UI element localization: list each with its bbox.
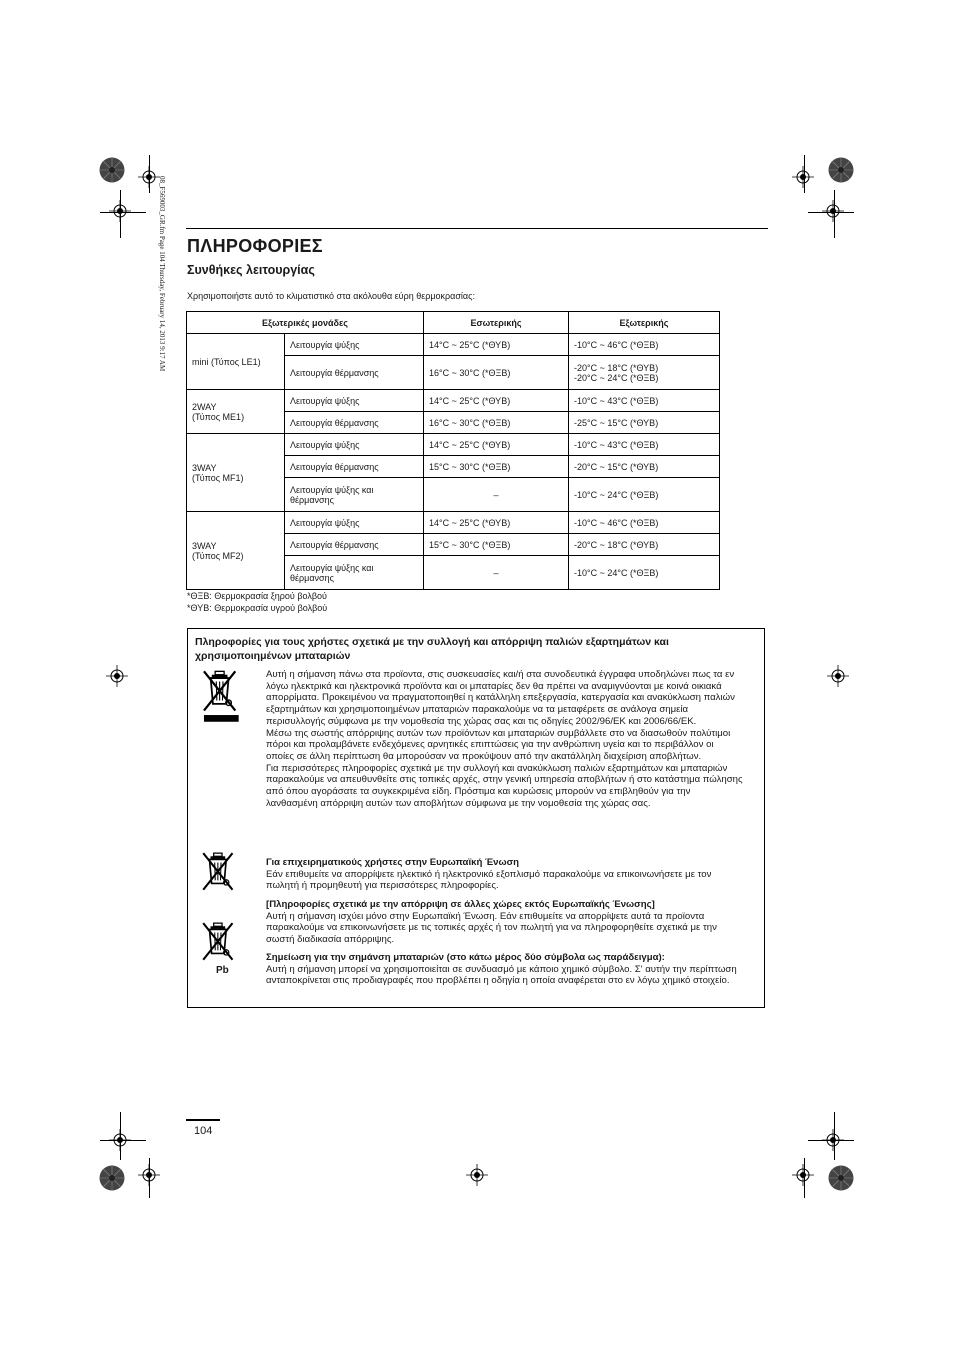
color-dial-icon	[828, 157, 854, 183]
pb-label: Pb	[216, 965, 229, 976]
crossed-bin-icon	[198, 850, 244, 896]
note-dry-bulb: *ΘΞΒ: Θερμοκρασία ξηρού βολβού	[187, 591, 327, 601]
indoor-range: –	[424, 556, 569, 590]
mode-cell: Λειτουργία ψύξης	[285, 334, 424, 356]
header-rule	[186, 228, 768, 229]
page-number: 104	[194, 1125, 213, 1137]
registration-mark-icon	[792, 1164, 814, 1186]
outdoor-range: -10°C ~ 24°C (*ΘΞΒ)	[569, 556, 720, 590]
mode-line: Λειτουργία ψύξης και	[290, 484, 374, 495]
unit-line: 3WAY	[192, 462, 217, 473]
mode-cell: Λειτουργία ψύξης	[285, 434, 424, 456]
color-dial-icon	[99, 157, 125, 183]
registration-mark-icon	[466, 1164, 488, 1186]
non-eu-text	[266, 899, 744, 946]
indoor-range: 14°C ~ 25°C (*ΘΥΒ)	[424, 434, 569, 456]
outdoor-range: -10°C ~ 43°C (*ΘΞΒ)	[569, 434, 720, 456]
indoor-range: 16°C ~ 30°C (*ΘΞΒ)	[424, 356, 569, 390]
non-eu-paragraph: Αυτή η σήμανση ισχύει μόνο στην Ευρωπαϊκή Ένωση. Εάν επιθυμείτε να απορρίψετε αυτά τα προϊοντα παρακαλούμε να επικοινωνήσετε με τις τοπικές αρχές ή τον πωλητή για να πληροφορηθείτε σχετικά με την σωστή διαδικασία απόρριψης.	[266, 910, 717, 946]
unit-cell	[187, 390, 285, 434]
outdoor-range	[569, 356, 720, 390]
non-eu-heading: [Πληροφορίες σχετικά με την απόρριψη σε άλλες χώρες εκτός Ευρωπαϊκής Ένωσης]	[266, 899, 655, 910]
unit-line: (Τύπος MF1)	[192, 472, 244, 483]
business-users-paragraph: Εάν επιθυμείτε να απορρίψετε ηλεκτικό ή ηλεκτρονικό εξοπλισμό παρακαλούμε να επικοινωνήσετε με τον πωλητή ή προμηθευτή για περισσότερες πληροφορίες.	[266, 868, 712, 892]
indoor-range: 16°C ~ 30°C (*ΘΞΒ)	[424, 412, 569, 434]
battery-bin-icon	[198, 920, 244, 966]
disposal-heading: Πληροφορίες για τους χρήστες σχετικά με την συλλογή και απόρριψη παλιών εξαρτημάτων και χρησιμοποιημένων μπαταριών	[195, 636, 669, 662]
mode-cell: Λειτουργία ψύξης	[285, 390, 424, 412]
table-row	[187, 390, 720, 412]
indoor-range: –	[424, 478, 569, 512]
table-row	[187, 512, 720, 534]
disposal-paragraph: Αυτή η σήμανση πάνω στα προϊοντα, στις συσκευασίες και/ή στα συνοδευτικά έγγραφα υποδηλώνει πως τα εν λόγω ηλεκτρικά και ηλεκτρονικά προϊόντα και οι μπαταρίες δεν θα πρέπει να αναμιγνύονται με κοινά οικιακά απορρίματα. Προκειμένου να πραγματοποιηθεί η κατάλληλη επεξεργασία, κατεργασία και ανακύκλωση παλιών εξαρτημάτων και χρησιμοποιημένων μπαταριών παρακαλούμε να τα μεταφέρετε σε ανάλογα σημεία περισυλλογής σύμφωνα με την νομοθεσία της χώρας σας και τις οδηγίες 2002/96/ΕΚ και 2006/66/ΕΚ.	[266, 669, 735, 727]
unit-cell	[187, 512, 285, 590]
outdoor-range: -20°C ~ 18°C (*ΘΥΒ)	[569, 534, 720, 556]
battery-text	[266, 952, 744, 987]
mode-cell: Λειτουργία θέρμανσης	[285, 534, 424, 556]
note-wet-bulb: *ΘΥΒ: Θερμοκρασία υγρού βολβού	[187, 603, 328, 613]
unit-line: (Τύπος MF2)	[192, 550, 244, 561]
table-header: Εσωτερικής	[424, 312, 569, 334]
section-title: Συνθήκες λειτουργίας	[187, 263, 315, 277]
outdoor-range-line: -20°C ~ 24°C (*ΘΞΒ)	[574, 372, 659, 383]
registration-mark-icon	[138, 1164, 160, 1186]
unit-line: (Τύπος ME1)	[192, 411, 245, 422]
mode-line: θέρμανσης	[290, 572, 334, 583]
crossed-bin-icon	[200, 668, 246, 724]
registration-mark-icon	[822, 1129, 844, 1151]
registration-mark-icon	[822, 200, 844, 222]
disposal-paragraph: Μέσω της σωστής απόρριψης αυτών των προϊόντων και μπαταριών συμβάλλετε στο να διασωθούν πολύτιμοι πόροι και προλαμβάνετε ενδεχόμενες αρνητικές επιπτώσεις για την ανθρώπινη υγεία και το περιβάλλον οι οποίες σε άλλη περίπτωση θα μπορούσαν να προκύψουν από την ακατάλληλη διαχείριση αποβλήτων.	[266, 727, 731, 762]
page-title: ΠΛΗΡΟΦΟΡΙΕΣ	[187, 236, 323, 256]
outdoor-range: -10°C ~ 24°C (*ΘΞΒ)	[569, 478, 720, 512]
registration-mark-icon	[109, 200, 131, 222]
table-row	[187, 334, 720, 356]
unit-cell	[187, 434, 285, 512]
indoor-range: 14°C ~ 25°C (*ΘΥΒ)	[424, 390, 569, 412]
battery-paragraph: Αυτή η σήμανση μπορεί να χρησιμοποιείται σε συνδυασμό με κάποιο χημικό σύμβολο. Σ' αυτήν την περίπτωση ανταποκρίνεται στις προδιαγραφές που προβλέπει η οδηγία η οποία αναφέρεται στο εν λόγω χημικό στοιχείο.	[266, 963, 737, 987]
unit-line: 2WAY	[192, 401, 217, 412]
outdoor-range: -10°C ~ 43°C (*ΘΞΒ)	[569, 390, 720, 412]
indoor-range: 14°C ~ 25°C (*ΘΥΒ)	[424, 334, 569, 356]
mode-cell: Λειτουργία θέρμανσης	[285, 356, 424, 390]
operating-conditions-table	[186, 311, 720, 590]
footer-rule	[186, 1119, 220, 1121]
registration-mark-icon	[106, 665, 128, 687]
table-header: Εξωτερικές μονάδες	[187, 312, 424, 334]
outdoor-range: -25°C ~ 15°C (*ΘΥΒ)	[569, 412, 720, 434]
outdoor-range: -20°C ~ 15°C (*ΘΥΒ)	[569, 456, 720, 478]
unit-line: 3WAY	[192, 540, 217, 551]
intro-text: Χρησιμοποιήστε αυτό το κλιματιστικό στα ακόλουθα εύρη θερμοκρασίας:	[187, 291, 475, 301]
table-header: Εξωτερικής	[569, 312, 720, 334]
disposal-paragraph: Για περισσότερες πληροφορίες σχετικά με την συλλογή και ανακύκλωση παλιών εξαρτημάτων και μπαταριών παρακαλούμε να απευθυνθείτε στις τοπικές αρχές, στην γενική υπηρεσία αποβλήτων ή στο κατάστημα πώλησης από όπου αγοράσατε τα συγκεκριμένα είδη. Πρόστιμα και κυρώσεις μπορούν να επιβληθούν για την λανθασμένη απόρριψη αυτών των αποβλήτων σύμφωνα με την νομοθεσία της χώρας σας.	[266, 762, 743, 809]
mode-cell: Λειτουργία ψύξης	[285, 512, 424, 534]
registration-mark-icon	[792, 166, 814, 188]
registration-mark-icon	[138, 166, 160, 188]
unit-cell: mini (Τύπος LE1)	[187, 334, 285, 390]
business-users-text	[266, 857, 744, 892]
business-users-heading: Για επιχειρηματικούς χρήστες στην Ευρωπαϊκή Ένωση	[266, 857, 520, 868]
outdoor-range: -10°C ~ 46°C (*ΘΞΒ)	[569, 512, 720, 534]
registration-mark-icon	[109, 1129, 131, 1151]
file-slug: 08_F569003_GR.fm Page 104 Thursday, February 14, 2013 9:17 AM	[158, 176, 166, 372]
mode-cell	[285, 478, 424, 512]
indoor-range: 14°C ~ 25°C (*ΘΥΒ)	[424, 512, 569, 534]
table-header-row	[187, 312, 720, 334]
color-dial-icon	[99, 1165, 125, 1191]
mode-line: Λειτουργία ψύξης και	[290, 562, 374, 573]
indoor-range: 15°C ~ 30°C (*ΘΞΒ)	[424, 456, 569, 478]
mode-cell: Λειτουργία θέρμανσης	[285, 456, 424, 478]
battery-heading: Σημείωση για την σημάνση μπαταριών (στο κάτω μέρος δύο σύμβολα ως παράδειγμα):	[266, 952, 665, 963]
mode-cell	[285, 556, 424, 590]
table-notes	[187, 590, 327, 614]
outdoor-range-line: -20°C ~ 18°C (*ΘΥΒ)	[574, 362, 659, 373]
outdoor-range: -10°C ~ 46°C (*ΘΞΒ)	[569, 334, 720, 356]
disposal-text	[266, 669, 744, 809]
color-dial-icon	[828, 1165, 854, 1191]
mode-cell: Λειτουργία θέρμανσης	[285, 412, 424, 434]
mode-line: θέρμανσης	[290, 494, 334, 505]
indoor-range: 15°C ~ 30°C (*ΘΞΒ)	[424, 534, 569, 556]
table-row	[187, 434, 720, 456]
registration-mark-icon	[827, 665, 849, 687]
